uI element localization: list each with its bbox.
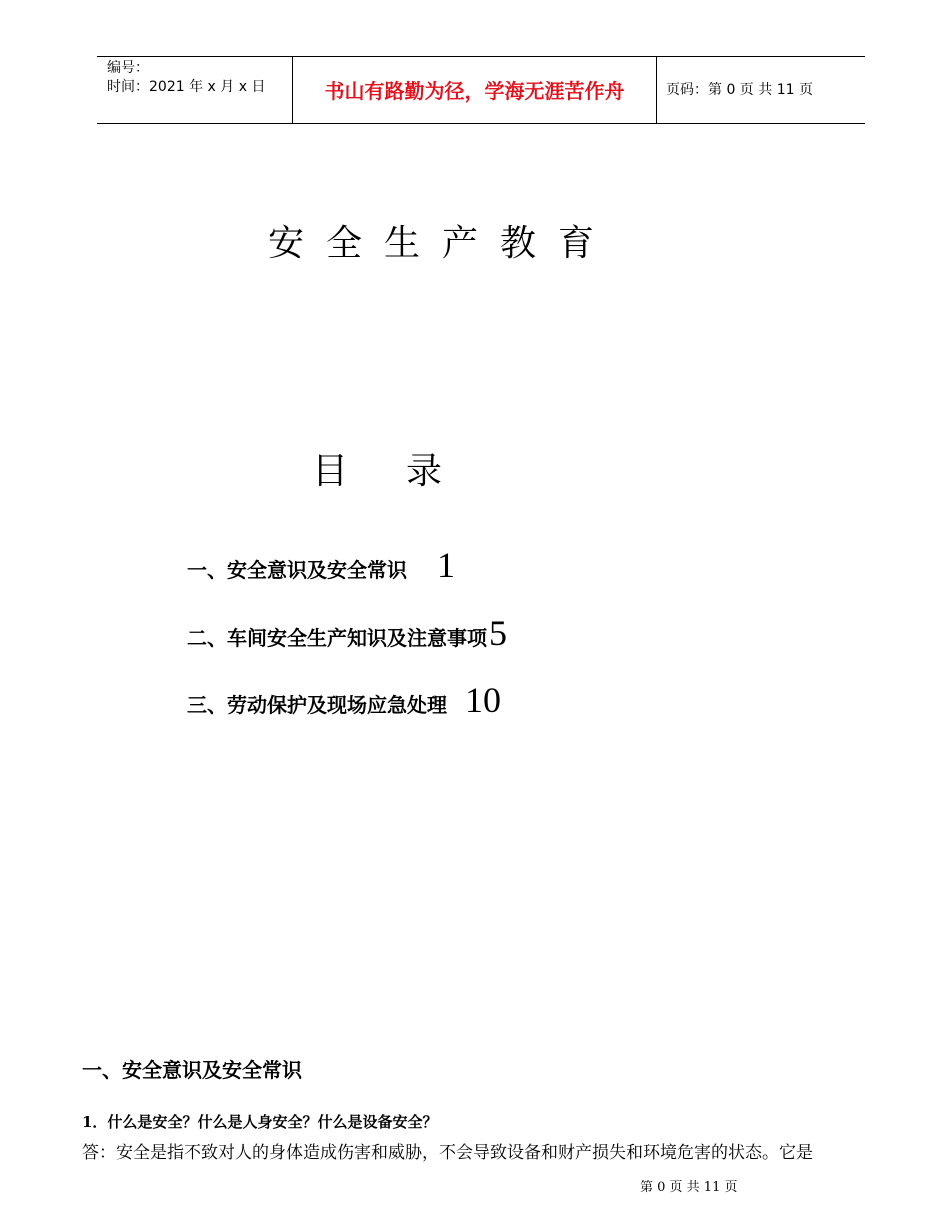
document-code-label: 编号： xyxy=(107,60,149,76)
toc-title: 目录 xyxy=(312,451,501,492)
toc-item-page: 5 xyxy=(489,613,507,653)
toc-item-title: 一、安全意识及安全常识 xyxy=(187,558,407,582)
toc-item-title: 二、车间安全生产知识及注意事项 xyxy=(187,626,487,650)
header-page-cell xyxy=(657,57,865,123)
section-heading: 一、安全意识及安全常识 xyxy=(82,1058,302,1082)
toc-item[interactable] xyxy=(187,679,501,719)
header-meta-cell xyxy=(97,57,293,123)
toc-item[interactable] xyxy=(187,544,455,584)
toc-item[interactable] xyxy=(187,612,507,652)
toc-item-page: 10 xyxy=(465,680,501,720)
toc-item-title: 三、劳动保护及现场应急处理 xyxy=(187,693,447,717)
header-page-info: 页码：第 0 页 共 11 页 xyxy=(666,82,813,98)
header-motto: 书山有路勤为径，学海无涯苦作舟 xyxy=(324,79,625,103)
answer-text: 答：安全是指不致对人的身体造成伤害和威胁，不会导致设备和财产损失和环境危害的状态。它是 xyxy=(82,1143,813,1163)
document-title: 安全生产教育 xyxy=(268,223,617,264)
header-table xyxy=(97,56,865,124)
page-footer: 第 0 页 共 11 页 xyxy=(640,1180,738,1195)
header-motto-cell xyxy=(293,57,657,123)
toc-item-page: 1 xyxy=(437,545,455,585)
document-time: 时间：2021 年 x 月 x 日 xyxy=(107,79,266,95)
question-text: 1．什么是安全？什么是人身安全？什么是设备安全？ xyxy=(82,1113,438,1131)
